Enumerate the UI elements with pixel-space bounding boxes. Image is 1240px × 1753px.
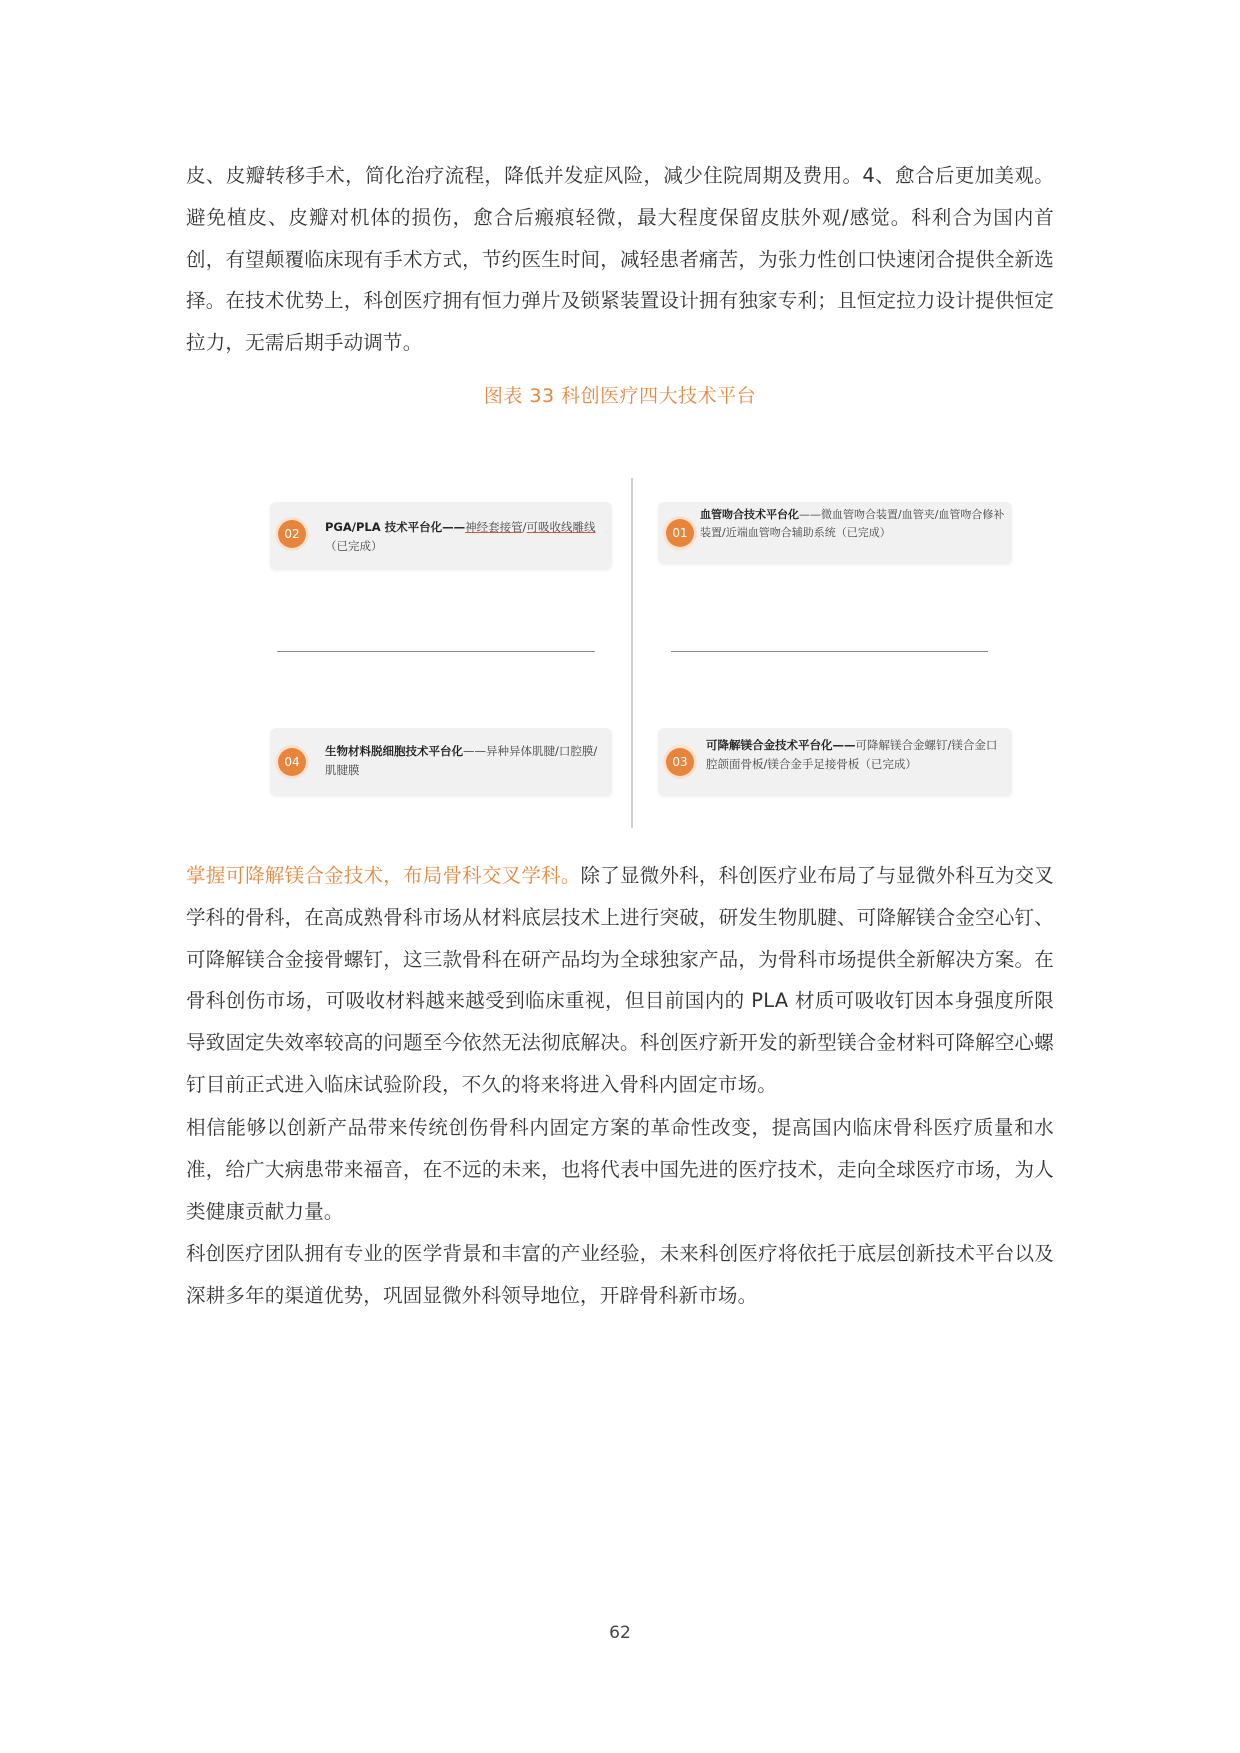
vertical-divider <box>631 478 633 828</box>
body-paragraph-4: 科创医疗团队拥有专业的医学背景和丰富的产业经验，未来科创医疗将依托于底层创新技术平台以及深耕多年的渠道优势，巩固显微外科领导地位，开辟骨科新市场。 <box>186 1242 1054 1307</box>
platform-desc: ——异种异体肌腱/口腔膜/肌腱膜 <box>325 744 598 777</box>
body-paragraph-3: 相信能够以创新产品带来传统创伤骨科内固定方案的革命性改变，提高国内临床骨科医疗质量和水准，给广大病患带来福音，在不远的未来，也将代表中国先进的医疗技术，走向全球医疗市场，为人类健康贡献力量。 <box>186 1116 1054 1223</box>
body-paragraph-2 <box>186 855 1054 1106</box>
paragraph-highlight: 掌握可降解镁合金技术，布局骨科交叉学科。 <box>186 864 581 887</box>
platform-card-04 <box>270 728 612 796</box>
body-paragraph-1: 皮、皮瓣转移手术，简化治疗流程，降低并发症风险，减少住院周期及费用。4、愈合后更加美观。避免植皮、皮瓣对机体的损伤，愈合后瘢痕轻微，最大程度保留皮肤外观/感觉。科利合为国内首创，有望颠覆临床现有手术方式，节约医生时间，减轻患者痛苦，为张力性创口快速闭合提供全新选择。在技术优势上，科创医疗拥有恒力弹片及锁紧装置设计拥有独家专利；且恒定拉力设计提供恒定拉力，无需后期手动调节。 <box>186 164 1054 355</box>
platform-item: 神经套接管 <box>465 520 523 534</box>
platform-card-03 <box>658 728 1012 796</box>
platform-card-text <box>325 742 605 780</box>
platform-item: 可吸收线雕线 <box>526 520 596 534</box>
platform-card-02 <box>270 502 612 570</box>
platform-card-text <box>706 736 1006 774</box>
number-badge: 01 <box>666 519 694 547</box>
platform-card-01 <box>658 502 1012 564</box>
platform-title: 生物材料脱细胞技术平台化 <box>325 744 463 758</box>
separator: / <box>522 520 527 534</box>
platform-desc: 可降解镁合金螺钉/镁合金口腔颌面骨板/镁合金手足接骨板（已完成） <box>706 738 998 771</box>
paragraph-body: 除了显微外科，科创医疗业布局了与显微外科互为交叉学科的骨科，在高成熟骨科市场从材料底层技术上进行突破，研发生物肌腱、可降解镁合金空心钉、可降解镁合金接骨螺钉，这三款骨科在研产品均为全球独家产品，为骨科市场提供全新解决方案。在骨科创伤市场，可吸收材料越来越受到临床重视，但目前国内的 PLA 材质可吸收钉因本身强度所限导致固定失效率较高的问题至今依然无法彻底解决。科创医疗新开发的新型镁合金材料可降解空心螺钉目前正式进入临床试验阶段，不久的将来将进入骨科内固定市场。 <box>186 864 1054 1096</box>
platform-title: 可降解镁合金技术平台化—— <box>706 738 856 752</box>
tech-platform-diagram <box>250 470 1010 830</box>
platform-status: （已完成） <box>325 539 383 553</box>
platform-card-text <box>325 518 605 556</box>
figure-caption: 图表 33 科创医疗四大技术平台 <box>483 385 757 407</box>
platform-desc: ——微血管吻合装置/血管夹/血管吻合修补装置/近端血管吻合辅助系统（已完成） <box>700 508 1005 539</box>
number-badge: 04 <box>278 748 306 776</box>
platform-title: 血管吻合技术平台化 <box>700 508 799 521</box>
number-badge: 02 <box>278 520 306 548</box>
page-number: 62 <box>609 1623 631 1643</box>
horizontal-divider-left <box>277 651 595 652</box>
number-badge: 03 <box>666 748 694 776</box>
platform-card-text <box>700 506 1010 542</box>
horizontal-divider-right <box>671 651 988 652</box>
platform-title: PGA/PLA 技术平台化—— <box>325 520 466 534</box>
